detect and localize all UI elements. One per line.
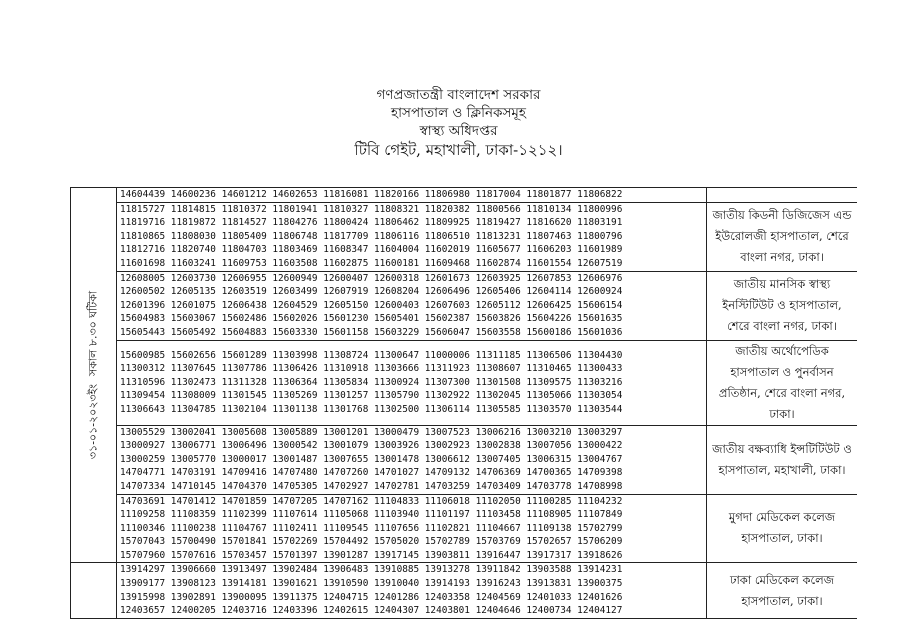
roll-number-line: 13909177 13908123 13914181 13901621 13910590 13910040 13914193 13916243 13913831 13900375 — [120, 578, 623, 590]
hospital-name-cell: জাতীয় বক্ষব্যাধি ইন্সটিটিউট ও হাসপাতাল, মহাখালী, ঢাকা। — [707, 425, 858, 494]
roll-number-line: 15605443 15605492 15604883 15603330 15601158 15603229 15606047 15603558 15600186 15601036 — [120, 326, 623, 338]
dept-subtitle: হাসপাতাল ও ক্লিনিকসমূহ — [391, 105, 526, 121]
hospital-row — [71, 340, 858, 425]
roll-number-line: 13915998 13902891 13900095 13911375 12404715 12401286 12403358 12404569 12401033 12401626 — [120, 591, 623, 603]
govt-title: গণপ্রজাতন্ত্রী বাংলাদেশ সরকার — [376, 87, 541, 103]
hospital-name-cell: মুগদা মেডিকেল কলেজ হাসপাতাল, ঢাকা। — [707, 494, 858, 563]
roll-number-line: 11810865 11808030 11805409 11806748 11817709 11806116 11806510 11813231 11807463 11800796 — [120, 230, 623, 242]
document-header — [0, 86, 917, 160]
roll-number-line: 14704771 14703191 14709416 14707480 14707260 14701027 14709132 14706369 14700365 14709398 — [120, 467, 623, 479]
roll-number-line: 14703691 14701412 14701859 14707205 14707162 11104833 11106018 11102050 11100285 11104232 — [120, 495, 623, 507]
hospital-row — [71, 271, 858, 340]
hospital-row — [71, 563, 858, 618]
roll-table-container — [70, 187, 857, 625]
roll-numbers-cell — [117, 188, 707, 203]
roll-number-line: 15600985 15602656 15601289 11303998 11308724 11300647 11000006 11311185 11306506 11304430 — [120, 349, 623, 361]
roll-number-line: 11310596 11302473 11311328 11306364 11305834 11300924 11307300 11301508 11309575 11303216 — [120, 376, 623, 388]
roll-number-line: 11109258 11108359 11102399 11107614 11105068 11103940 11101197 11103458 11108905 11107849 — [120, 509, 623, 521]
hospital-row — [71, 494, 858, 563]
roll-number-line: 12600502 12605135 12603519 12603499 12607919 12608204 12606496 12605406 12604114 12600924 — [120, 286, 623, 298]
hospital-name-cell — [707, 188, 858, 203]
exam-date: ৩১-০১-২০২৩ইং — [86, 384, 99, 460]
roll-number-line: 15707960 15707616 15703457 15701397 13901287 13917145 13903811 13916447 13917317 13918626 — [120, 549, 623, 561]
roll-number-line: 14604439 14600236 14601212 14602653 11816081 11820166 11806980 11817004 11801877 11806822 — [120, 189, 623, 200]
roll-numbers-cell — [117, 425, 707, 494]
roll-number-line: 11812716 11820740 11804703 11803469 11608347 11604004 11602019 11605677 11606203 11601989 — [120, 244, 623, 256]
roll-number-line: 12601396 12601075 12606438 12604529 12605150 12600403 12607603 12605112 12606425 15606154 — [120, 299, 623, 311]
roll-numbers-cell — [117, 563, 707, 618]
roll-number-line: 12403657 12400205 12403716 12403396 12402615 12404307 12403801 12404646 12400734 12404127 — [120, 605, 623, 617]
roll-number-line: 14707334 14710145 14704370 14705305 14702927 14702781 14703259 14703409 14703778 14708998 — [120, 480, 623, 492]
exam-date-cell — [71, 188, 117, 563]
roll-number-line: 13914297 13906660 13913497 13902484 13906483 13910885 13913278 13911842 13903588 13914231 — [120, 564, 623, 576]
roll-number-line: 13000259 13005770 13000017 13001487 13007655 13001478 13006612 13007405 13006315 13004767 — [120, 453, 623, 465]
roll-numbers-cell — [117, 340, 707, 425]
roll-number-line: 15707043 15700490 15701841 15702269 15704492 15705020 15702789 15703769 15702657 15706209 — [120, 536, 623, 548]
roll-numbers-cell — [117, 271, 707, 340]
roll-number-line: 11309454 11308009 11301545 11305269 11301257 11305790 11302922 11302045 11305066 11303054 — [120, 390, 623, 402]
roll-number-line: 13005529 13002041 13005608 13005889 13001201 13000479 13007523 13006216 13003210 13003297 — [120, 426, 623, 438]
hospital-row — [71, 188, 858, 203]
roll-number-line: 13000927 13006771 13006496 13000542 13001079 13003926 13002923 13002838 13007056 13000422 — [120, 440, 623, 452]
roll-number-line: 11300312 11307645 11307786 11306426 11310918 11303666 11311923 11308607 11310465 11300433 — [120, 363, 623, 375]
exam-time: সকাল ৮.৩০ ঘটিকা — [86, 291, 99, 377]
hospital-name-cell: জাতীয় কিডনী ডিজিজেস এন্ড ইউরোলজী হাসপাতাল, শেরে বাংলা নগর, ঢাকা। — [707, 202, 858, 271]
roll-number-line: 11601698 11603241 11609753 11603508 11602875 11600181 11609468 11602874 11601554 12607519 — [120, 257, 623, 269]
roll-numbers-cell — [117, 494, 707, 563]
office-address: টিবি গেইট, মহাখালী, ঢাকা-১২১২। — [354, 141, 563, 159]
directorate-name: স্বাস্থ্য অধিদপ্তর — [419, 123, 498, 139]
roll-number-line: 12608005 12603730 12606955 12600949 12600407 12600318 12601673 12603925 12607853 12606976 — [120, 272, 623, 284]
roll-number-line: 11815727 11814815 11810372 11801941 11810327 11808321 11820382 11800566 11810134 11800996 — [120, 203, 623, 215]
roll-number-line: 15604983 15603067 15602486 15602026 15601230 15605401 15602387 15603826 15604226 15601635 — [120, 313, 623, 325]
hospital-name-cell: জাতীয় মানসিক স্বাস্থ্য ইনস্টিটিউট ও হাসপাতাল, শেরে বাংলা নগর, ঢাকা। — [707, 271, 858, 340]
roll-number-table — [70, 187, 857, 619]
hospital-row — [71, 202, 858, 271]
roll-numbers-cell — [117, 202, 707, 271]
exam-datetime — [84, 287, 103, 463]
roll-number-line: 11819716 11819872 11814527 11804276 11800424 11806462 11809925 11819427 11816620 11803191 — [120, 217, 623, 229]
roll-number-line: 11306643 11304785 11302104 11301138 11301768 11302500 11306114 11305585 11303570 11303544 — [120, 403, 623, 415]
hospital-row — [71, 425, 858, 494]
hospital-name-cell: ঢাকা মেডিকেল কলেজ হাসপাতাল, ঢাকা। — [707, 563, 858, 618]
roll-number-line: 11100346 11100238 11104767 11102411 11109545 11107656 11102821 11104667 11109138 15702799 — [120, 522, 623, 534]
hospital-name-cell: জাতীয় অর্থোপেডিক হাসপাতাল ও পুনর্বাসন প্রতিষ্ঠান, শেরে বাংলা নগর, ঢাকা। — [707, 340, 858, 425]
exam-date-cell — [71, 563, 117, 618]
